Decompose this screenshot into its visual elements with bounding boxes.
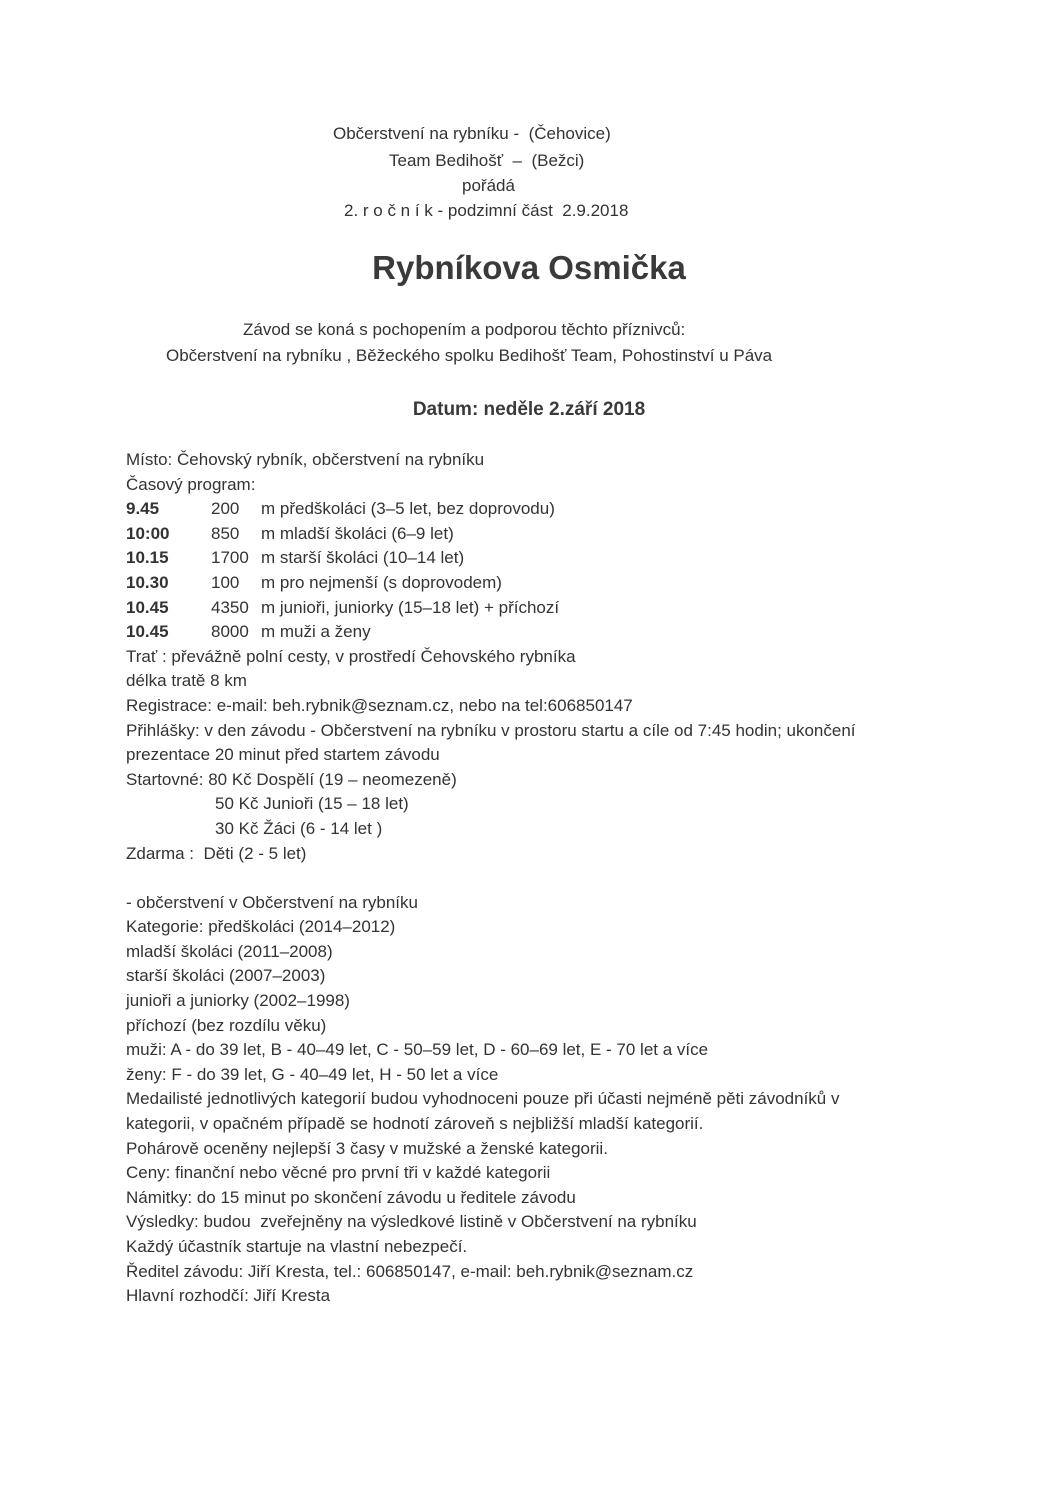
schedule-row <box>126 546 946 571</box>
schedule-time: 10.45 <box>126 597 169 617</box>
applications-line-1: Přihlášky: v den závodu - Občerstvení na rybníku v prostoru startu a cíle od 7:45 hodin; ukončení <box>126 720 856 740</box>
document-title: Rybníkova Osmička <box>372 249 686 286</box>
schedule-desc: m předškoláci (3–5 let, bez doprovodu) <box>261 499 555 519</box>
header-line-3: pořádá <box>462 176 515 195</box>
entry-fee-adults: Startovné: 80 Kč Dospělí (19 – neomezeně) <box>126 769 457 789</box>
schedule-time: 10.30 <box>126 572 169 592</box>
entry-fee-pupils: 30 Kč Žáci (6 - 14 let ) <box>215 818 383 838</box>
schedule-desc: m pro nejmenší (s doprovodem) <box>261 572 502 592</box>
document-body <box>126 448 946 1309</box>
schedule-distance: 100 <box>211 572 240 592</box>
track-length: délka tratě 8 km <box>126 671 247 691</box>
schedule-distance: 8000 <box>211 622 249 642</box>
header-line-4: 2. r o č n í k - podzimní část 2.9.2018 <box>344 201 629 220</box>
rule-line: Výsledky: budou zveřejněny na výsledkové listině v Občerstvení na rybníku <box>126 1212 697 1232</box>
track-info: Trať : převážně polní cesty, v prostředí Čehovského rybníka <box>126 646 576 666</box>
schedule-desc: m starší školáci (10–14 let) <box>261 548 465 568</box>
schedule-desc: m junioři, juniorky (15–18 let) + příchozí <box>261 597 560 617</box>
rule-line: Medailisté jednotlivých kategorií budou vyhodnoceni pouze při účasti nejméně pěti závodníků v <box>126 1089 840 1109</box>
schedule-distance: 200 <box>211 499 240 519</box>
place: Místo: Čehovský rybník, občerstvení na rybníku <box>126 450 485 469</box>
schedule-time: 9.45 <box>126 499 160 519</box>
schedule-desc: m mladší školáci (6–9 let) <box>261 523 454 543</box>
header-line-1: Občerstvení na rybníku - (Čehovice) <box>333 124 611 143</box>
entry-fee-juniors: 50 Kč Junioři (15 – 18 let) <box>215 794 409 814</box>
program-label: Časový program: <box>126 474 256 494</box>
schedule-row <box>126 596 946 621</box>
rule-line: Ceny: finanční nebo věcné pro první tři v každé kategorii <box>126 1163 551 1183</box>
refreshment-info: - občerstvení v Občerstvení na rybníku <box>126 892 418 912</box>
category-line: starší školáci (2007–2003) <box>126 966 326 986</box>
sponsors-line-2: Občerstvení na rybníku , Běžeckého spolku Bedihošť Team, Pohostinství u Páva <box>166 346 773 365</box>
schedule-desc: m muži a ženy <box>261 622 371 642</box>
rule-line: Ředitel závodu: Jiří Kresta, tel.: 606850147, e-mail: beh.rybnik@seznam.cz <box>126 1261 694 1281</box>
category-line: junioři a juniorky (2002–1998) <box>126 991 350 1011</box>
event-date: Datum: neděle 2.září 2018 <box>412 399 646 420</box>
applications-line-2: prezentace 20 minut před startem závodu <box>126 745 440 765</box>
schedule-time: 10.15 <box>126 548 169 568</box>
header-line-2: Team Bedihošť – (Bežci) <box>389 151 585 170</box>
category-line: ženy: F - do 39 let, G - 40–49 let, H - 50 let a více <box>126 1064 499 1084</box>
rule-line: Námitky: do 15 minut po skončení závodu u ředitele závodu <box>126 1187 576 1207</box>
category-line: muži: A - do 39 let, B - 40–49 let, C - 50–59 let, D - 60–69 let, E - 70 let a více <box>126 1040 709 1060</box>
schedule-distance: 850 <box>211 523 240 543</box>
spacer <box>126 866 946 891</box>
free-entry: Zdarma : Děti (2 - 5 let) <box>126 843 307 863</box>
category-line: mladší školáci (2011–2008) <box>126 941 333 961</box>
schedule-time: 10.45 <box>126 622 169 642</box>
sponsors-line-1: Závod se koná s pochopením a podporou těchto příznivců: <box>243 320 686 339</box>
category-line: příchozí (bez rozdílu věku) <box>126 1015 327 1035</box>
schedule-row <box>126 522 946 547</box>
schedule-distance: 4350 <box>211 597 249 617</box>
schedule-time: 10:00 <box>126 523 170 543</box>
rule-line: Hlavní rozhodčí: Jiří Kresta <box>126 1286 331 1306</box>
registration-info: Registrace: e-mail: beh.rybnik@seznam.cz, nebo na tel:606850147 <box>126 695 633 715</box>
schedule-row <box>126 497 946 522</box>
schedule-distance: 1700 <box>211 548 249 568</box>
rule-line: Každý účastník startuje na vlastní nebezpečí. <box>126 1237 468 1256</box>
schedule-row <box>126 571 946 596</box>
category-line: Kategorie: předškoláci (2014–2012) <box>126 917 396 937</box>
rule-line: Pohárově oceněny nejlepší 3 časy v mužské a ženské kategorii. <box>126 1138 608 1158</box>
rule-line: kategorii, v opačném případě se hodnotí zároveň s nejbližší mladší kategorií. <box>126 1114 704 1134</box>
schedule-row <box>126 620 946 645</box>
